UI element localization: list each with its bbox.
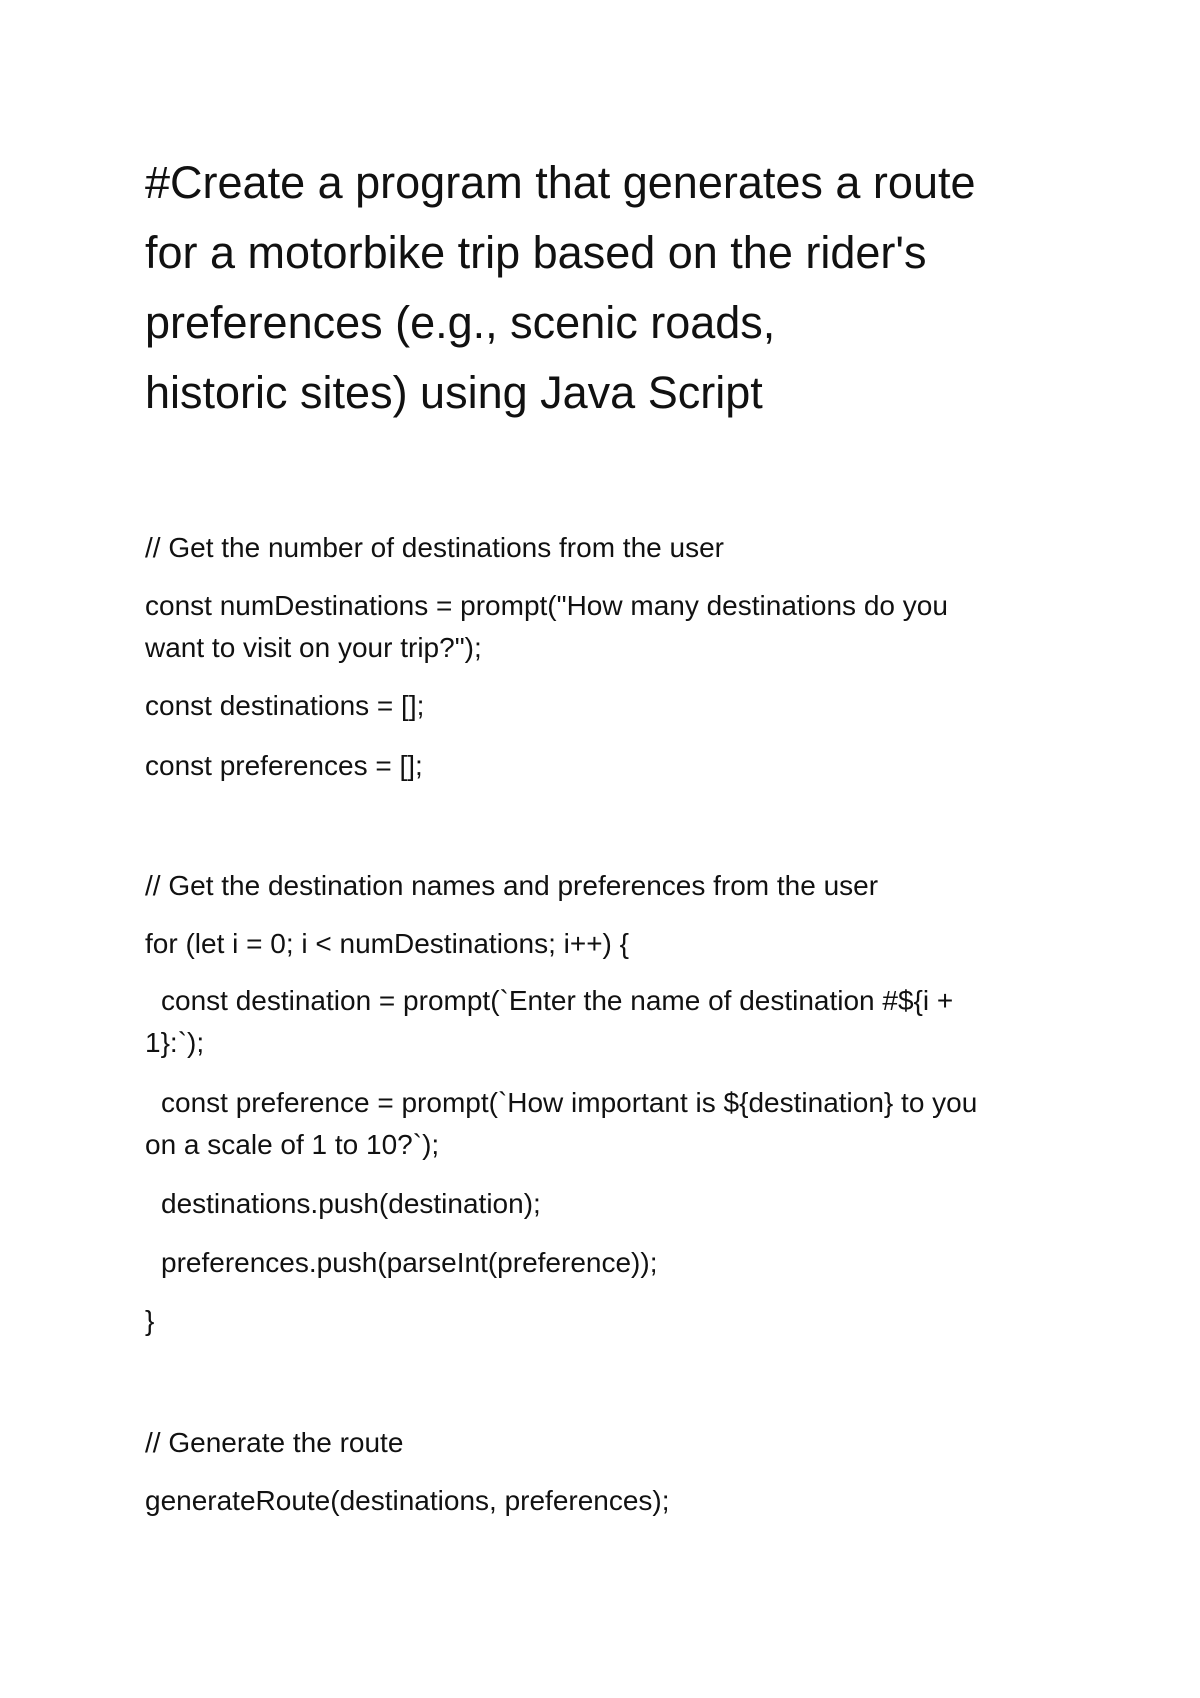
title-line: #Create a program that generates a route [145,157,976,208]
code-comment-generate: // Generate the route [145,1427,404,1458]
code-closing-brace: } [145,1305,155,1336]
code-num-destinations-line-1: const numDestinations = prompt("How many destinations do you [145,590,948,621]
code-preference-prompt-line-2: on a scale of 1 to 10?`); [145,1129,440,1160]
code-generate-route: generateRoute(destinations, preferences); [145,1485,670,1516]
document-title [145,148,1085,428]
code-num-destinations-line-2: want to visit on your trip?"); [145,632,482,663]
code-comment-get-number: // Get the number of destinations from the user [145,532,724,563]
code-destination-prompt-line-2: 1}:`); [145,1027,205,1058]
code-destinations-array: const destinations = []; [145,690,425,721]
title-line: preferences (e.g., scenic roads, [145,297,776,348]
code-preferences-array: const preferences = []; [145,750,423,781]
code-destination-prompt-line-1: const destination = prompt(`Enter the name of destination #${i + [161,985,954,1016]
code-push-destination: destinations.push(destination); [161,1188,541,1219]
title-line: for a motorbike trip based on the rider's [145,227,927,278]
code-for-loop: for (let i = 0; i < numDestinations; i++) { [145,928,630,959]
code-push-preference: preferences.push(parseInt(preference)); [161,1247,658,1278]
code-preference-prompt-line-1: const preference = prompt(`How important is ${destination} to you [161,1087,978,1118]
code-comment-get-names: // Get the destination names and preferences from the user [145,870,879,901]
title-line: historic sites) using Java Script [145,367,763,418]
